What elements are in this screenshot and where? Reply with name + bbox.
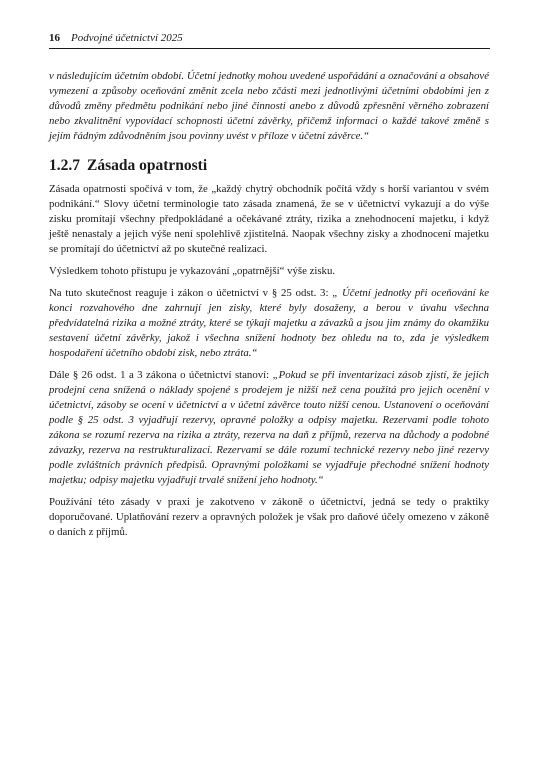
law-section-25-lead: Na tuto skutečnost reaguje i zákon o účetnictví v § 25 odst. 3: bbox=[49, 287, 333, 299]
page-number: 16 bbox=[49, 32, 60, 44]
paragraph-law-section-25 bbox=[49, 286, 489, 361]
intro-quote-paragraph: v následujícím účetním období. Účetní jednotky mohou uvedené uspořádání a označování a obsahové vymezení a způsoby oceňování změnit zcela nebo zčásti mezi jednotlivými účetními obdobími jen z důvodů změny předmětu podnikání nebo jiné činnosti anebo z důvodů zpřesnění věrného zobrazení nebo zkvalitnění vypovídací schopnosti účetní závěrky, přičemž informaci o každé takové změně s jejím řádným zdůvodněním jsou povinny uvést v příloze v účetní závěrce.“ bbox=[49, 70, 489, 142]
paragraph-practice: Používání této zásady v praxi je zakotveno v zákoně o účetnictví, jedná se tedy o praktiky doporučované. Uplatňování rezerv a opravných položek je však pro daňové účely omezeno v zákoně o daních z příjmů. bbox=[49, 496, 489, 538]
page-content bbox=[49, 69, 489, 540]
running-header bbox=[49, 31, 490, 49]
law-section-26-lead: Dále § 26 odst. 1 a 3 zákona o účetnictví stanoví: bbox=[49, 369, 273, 381]
law-section-25-quote: „ Účetní jednotky při oceňování ke konci rozvahového dne zahrnují jen zisky, které byly dosaženy, a berou v úvahu všechna předvídatelná rizika a možné ztráty, které se týkají majetku a závazků a jsou jim známy do okamžiku sestavení účetní závěrky, jakož i všechna snížení hodnoty bez ohledu na to, zda je výsledkem hospodaření účetního období zisk, nebo ztráta.“ bbox=[49, 287, 490, 359]
section-title: Zásada opatrnosti bbox=[87, 157, 208, 174]
law-section-26-quote: „Pokud se při inventarizaci zásob zjistí, že jejich prodejní cena snížená o náklady spojené s prodejem je nižší než cena použitá pro jejich ocenění v účetnictví, zásoby se ocení v účetnictví a v účetní závěrce touto nižší cenou. Ustanovení o oceňování podle § 25 odst. 3 vyjadřují rezervy, opravné položky a odpisy majetku. Rezervami podle tohoto zákona se rozumí rezerva na rizika a ztráty, rezerva na daň z příjmů, rezerva na důchody a podobné závazky, rezerva na restrukturalizaci. Rezervami se dále rozumí technické rezervy nebo jiné rezervy podle zvláštních právních předpisů. Opravnými položkami se vyjadřuje přechodné snížení hodnoty majetku; odpisy majetku vyjadřují trvalé snížení jeho hodnoty.“ bbox=[49, 369, 489, 486]
section-heading bbox=[49, 156, 489, 176]
section-number: 1.2.7 bbox=[49, 157, 80, 174]
paragraph-principle-definition: Zásada opatrnosti spočívá v tom, že „každý chytrý obchodník počítá vždy s horší variantou v svém podnikání.“ Slovy účetní terminologie tato zásada znamená, že se v účetnictví vykazují a do výše zisku promítají všechny předpokládané a očekávané ztráty, rizika a znehodnocení majetku, i když ještě nenastaly a jejich výše není spolehlivě zjistitelná. Naopak všechny zisky a zhodnocení majetku se promítají do účetnictví až po skutečné realizaci. bbox=[49, 183, 489, 255]
running-title: Podvojné účetnictví 2025 bbox=[71, 32, 183, 44]
paragraph-law-section-26 bbox=[49, 368, 489, 488]
paragraph-result: Výsledkem tohoto přístupu je vykazování „opatrnější“ výše zisku. bbox=[49, 265, 336, 277]
